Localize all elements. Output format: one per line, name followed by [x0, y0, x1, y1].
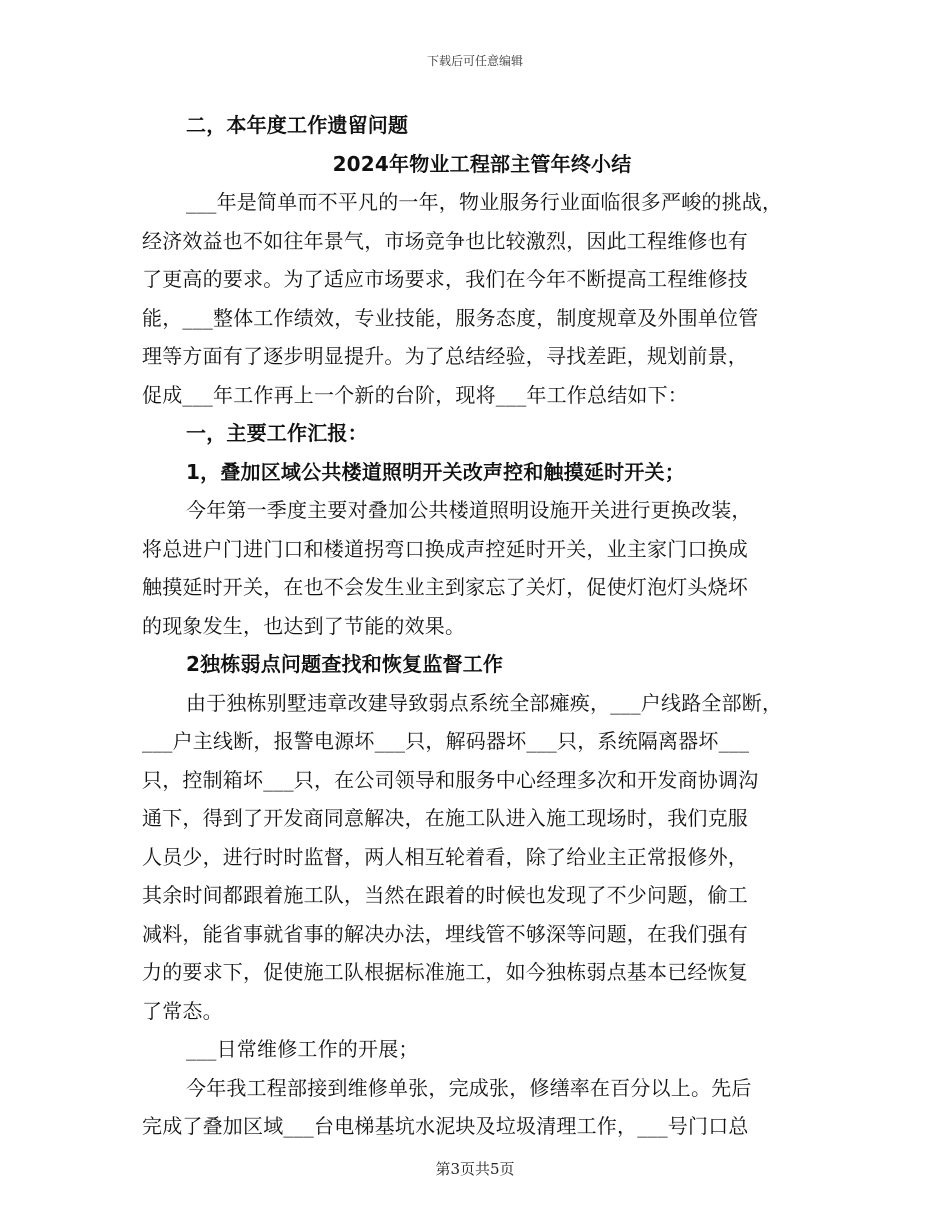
doc-line: 促成___年工作再上一个新的台阶，现将___年工作总结如下：: [142, 382, 688, 407]
doc-line: 今年第一季度主要对叠加公共楼道照明设施开关进行更换改装，: [186, 498, 752, 522]
doc-line: 的现象发生，也达到了节能的效果。: [142, 613, 466, 638]
doc-line: 2024年物业工程部主管年终小结: [332, 151, 632, 176]
page-number: 第3页共5页: [435, 1160, 515, 1178]
doc-line: 人员少，进行时时监督，两人相互轮着看，除了给业主正常报修外，: [142, 844, 748, 869]
header-note: 下载后可任意编辑: [426, 54, 523, 68]
doc-line: 只，控制箱坏___只，在公司领导和服务中心经理多次和开发商协调沟: [142, 767, 759, 792]
doc-line: 1，叠加区域公共楼道照明开关改声控和触摸延时开关；: [186, 459, 685, 484]
document-body: [142, 106, 822, 1146]
doc-line: 完成了叠加区域___台电梯基坑水泥块及垃圾清理工作，___号门口总: [142, 1114, 749, 1138]
doc-line: 通下，得到了开发商同意解决，在施工队进入施工现场时，我们克服: [142, 806, 748, 830]
doc-line: 一，主要工作汇报：: [186, 421, 368, 445]
doc-line: 理等方面有了逐步明显提升。为了总结经验，寻找差距，规划前景，: [142, 344, 748, 368]
doc-line: ___户主线断，报警电源坏___只，解码器坏___只，系统隔离器坏___: [142, 729, 750, 753]
doc-line: 其余时间都跟着施工队，当然在跟着的时候也发现了不少问题，偷工: [142, 883, 748, 907]
doc-line: 2独栋弱点问题查找和恢复监督工作: [186, 652, 504, 676]
doc-line: 减料，能省事就省事的解决办法，埋线管不够深等问题，在我们强有: [142, 921, 748, 946]
doc-line: 力的要求下，促使施工队根据标准施工，如今独栋弱点基本已经恢复: [142, 960, 748, 984]
doc-line: ___日常维修工作的开展；: [186, 1037, 419, 1061]
doc-line: 触摸延时开关，在也不会发生业主到家忘了关灯，促使灯泡灯头烧坏: [142, 575, 748, 599]
doc-line: 经济效益也不如往年景气，市场竞争也比较激烈，因此工程维修也有: [142, 228, 748, 253]
doc-line: 今年我工程部接到维修单张，完成张，修缮率在百分以上。先后: [186, 1075, 752, 1100]
doc-line: 由于独栋别墅违章改建导致弱点系统全部瘫痪，___户线路全部断，: [186, 690, 783, 715]
doc-line: 了常态。: [142, 998, 223, 1023]
doc-line: 将总进户门进门口和楼道拐弯口换成声控延时开关，业主家门口换成: [142, 536, 748, 561]
doc-line: 二，本年度工作遗留问题: [186, 113, 409, 137]
doc-line: 能，___整体工作绩效，专业技能，服务态度，制度规章及外围单位管: [142, 305, 759, 330]
doc-line: 了更高的要求。为了适应市场要求，我们在今年不断提高工程维修技: [142, 267, 748, 291]
doc-line: ___年是简单而不平凡的一年，物业服务行业面临很多严峻的挑战，: [186, 190, 783, 214]
